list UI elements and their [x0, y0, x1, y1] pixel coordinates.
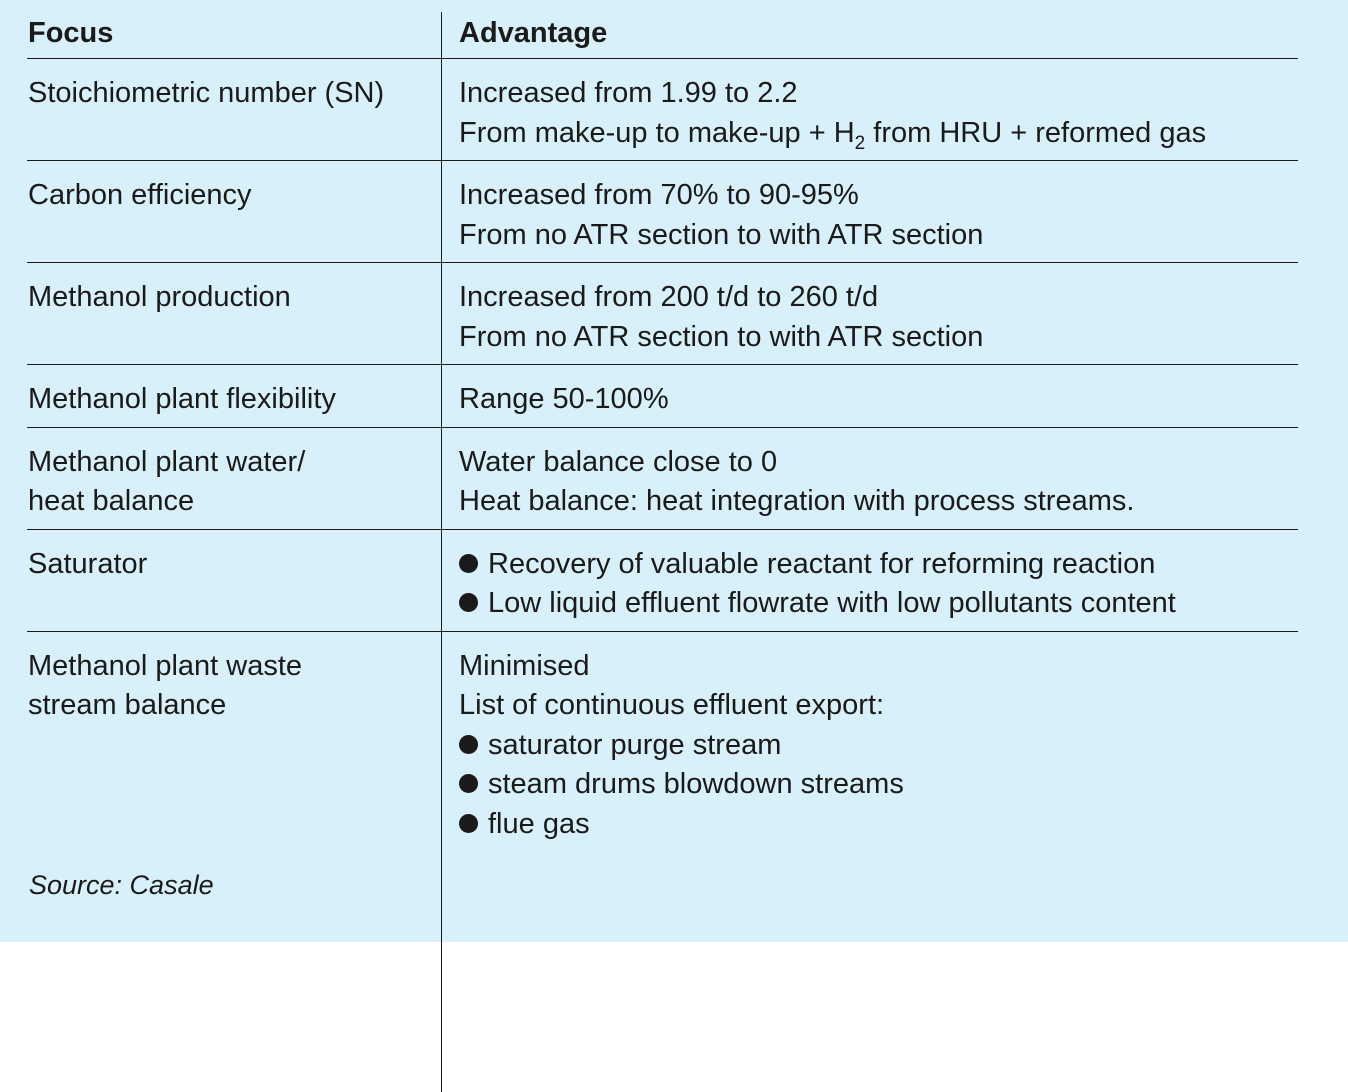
- advantage-text-part: from HRU + reformed gas: [865, 116, 1207, 149]
- focus-cell: [27, 161, 442, 262]
- bullet-icon: [459, 735, 478, 754]
- advantage-text: Increased from 1.99 to 2.2: [459, 77, 798, 109]
- focus-text: heat balance: [28, 485, 195, 517]
- bullet-text: Low liquid effluent flowrate with low pollutants content: [488, 587, 1176, 619]
- focus-text: Methanol plant flexibility: [28, 383, 336, 415]
- table-row: [27, 428, 1298, 530]
- subscript: 2: [854, 132, 866, 154]
- focus-cell: [27, 365, 442, 427]
- bullet-icon: [459, 554, 478, 573]
- header-focus: Focus: [27, 12, 442, 58]
- advantage-text: Range 50-100%: [459, 383, 669, 415]
- advantage-cell: [442, 632, 1298, 1092]
- advantage-text: Heat balance: heat integration with process streams.: [459, 485, 1135, 517]
- bullet-item: [459, 584, 1298, 624]
- bullet-icon: [459, 814, 478, 833]
- advantage-text: From no ATR section to with ATR section: [459, 218, 984, 251]
- header-advantage: Advantage: [459, 17, 608, 49]
- focus-text: Stoichiometric number (SN): [28, 77, 385, 109]
- bullet-item: [459, 726, 1298, 766]
- table-row: [27, 632, 1298, 1092]
- advantage-cell: [442, 263, 1298, 364]
- focus-text: stream balance: [28, 689, 227, 721]
- focus-text: Methanol production: [28, 281, 291, 313]
- bullet-icon: [459, 774, 478, 793]
- focus-cell: [27, 59, 442, 160]
- advantage-cell: [442, 365, 1298, 427]
- bullet-item: [459, 545, 1298, 585]
- advantage-text: Minimised: [459, 649, 590, 682]
- advantage-cell: [442, 428, 1298, 529]
- focus-text: Methanol plant water/: [28, 445, 306, 478]
- advantage-cell: [442, 530, 1298, 631]
- advantage-text: Increased from 200 t/d to 260 t/d: [459, 281, 879, 313]
- bullet-text: saturator purge stream: [488, 728, 782, 761]
- advantage-cell: [442, 161, 1298, 262]
- bullet-icon: [459, 593, 478, 612]
- advantage-text-part: From make-up to make-up + H: [459, 116, 855, 149]
- focus-text: Saturator: [28, 547, 148, 580]
- advantage-text: From no ATR section to with ATR section: [459, 320, 984, 353]
- bullet-text: steam drums blowdown streams: [488, 768, 904, 800]
- focus-text: Carbon efficiency: [28, 179, 252, 211]
- table-row: [27, 365, 1298, 428]
- advantage-text: List of continuous effluent export:: [459, 689, 885, 721]
- table-row: [27, 263, 1298, 365]
- bullet-text: Recovery of valuable reactant for reforming reaction: [488, 547, 1156, 580]
- advantage-text: Water balance close to 0: [459, 445, 778, 478]
- source-caption: Source: Casale: [29, 870, 214, 900]
- advantage-text: Increased from 70% to 90-95%: [459, 179, 859, 211]
- bullet-text: flue gas: [488, 807, 590, 840]
- focus-cell: [27, 632, 442, 1092]
- focus-cell: [27, 428, 442, 529]
- advantage-text: [459, 114, 1298, 154]
- focus-cell: [27, 263, 442, 364]
- focus-text: Methanol plant waste: [28, 649, 303, 682]
- focus-cell: [27, 530, 442, 631]
- table-row: [27, 59, 1298, 161]
- table-header-row: [27, 12, 1298, 59]
- bullet-item: [459, 765, 1298, 805]
- advantage-cell: [442, 59, 1298, 160]
- advantages-table: [27, 12, 1298, 1092]
- table-row: [27, 161, 1298, 263]
- table-row: [27, 530, 1298, 632]
- bullet-item: [459, 805, 1298, 845]
